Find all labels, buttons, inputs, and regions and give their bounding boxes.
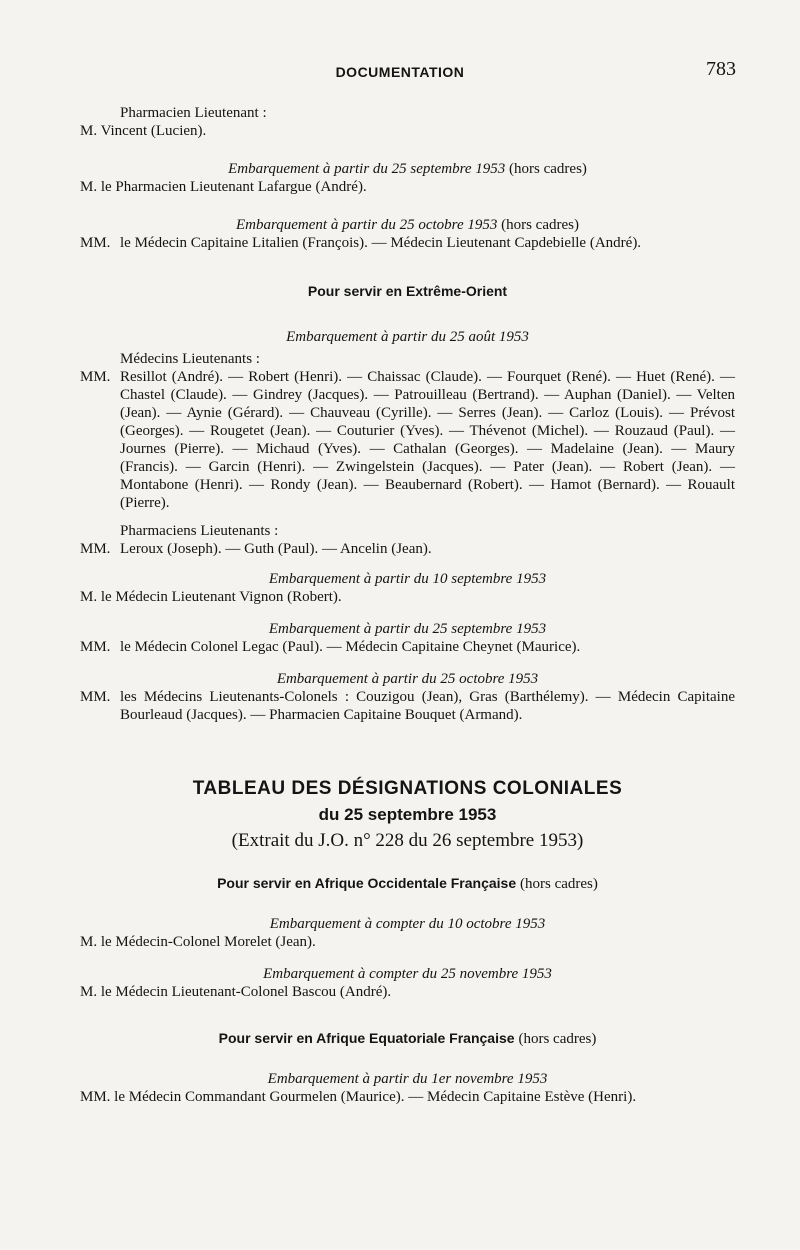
table-extract-note: (Extrait du J.O. n° 228 du 26 septembre 1953) [231, 830, 584, 851]
embarkation-heading: Embarquement à partir du 25 octobre 1953 [276, 671, 539, 687]
entry-lead: MM. [80, 369, 111, 385]
section-title-text: Pour servir en Afrique Equatoriale Française [218, 1030, 515, 1046]
posting-entry [80, 688, 735, 724]
section-title-suffix: (hors cadres) [520, 876, 598, 892]
posting-entry [80, 368, 735, 512]
entry-body: Resillot (André). — Robert (Henri). — Chaissac (Claude). — Fourquet (René). — Huet (René). — Chastel (Claude). — Gindrey (Jacques). — Patrouilleau (Bertrand). — Auphan (Daniel). — Velten (Jean). — Aynie (Gérard). — Chauveau (Cyrille). — Serres (Jean). — Carloz (Louis). — Prévost (Georges). — Rougetet (Jean). — Couturier (Yves). — Thévenot (Michel). — Rouzaud (Paul). — Journes (Pierre). — Michaud (Yves). — Cathalan (Georges). — Madelaine (Jean). — Maury (Francis). — Garcin (Henri). — Zwingelstein (Jacques). — Pater (Jean). — Robert (Jean). — Montabone (Henri). — Rondy (Jean). — Beaubernard (Robert). — Hamot (Bernard). — Rouault (Pierre). [120, 369, 735, 511]
section-title: Pour servir en Extrême-Orient [307, 283, 508, 299]
embarkation-suffix: (hors cadres) [501, 217, 579, 233]
rank-label: Pharmacien Lieutenant : [120, 105, 267, 121]
embarkation-heading [80, 216, 735, 234]
posting-entry [80, 540, 735, 558]
section-title [80, 874, 735, 893]
embarkation-heading: Embarquement à partir du 1er novembre 1953 [267, 1071, 548, 1087]
entry-lead: MM. [80, 639, 111, 655]
embarkation-date: Embarquement à partir du 25 octobre 1953 [235, 217, 498, 233]
section-title-suffix: (hors cadres) [518, 1031, 597, 1047]
section-title-text: Pour servir en Afrique Occidentale Française [217, 875, 517, 891]
section-title [80, 1029, 735, 1048]
embarkation-date: Embarquement à partir du 25 septembre 1953 [228, 161, 506, 177]
rank-label: Pharmaciens Lieutenants : [120, 523, 279, 539]
posting-entry: M. le Médecin Lieutenant-Colonel Bascou (André). [80, 984, 392, 1000]
posting-entry: M. le Médecin-Colonel Morelet (Jean). [80, 934, 316, 950]
posting-entry: MM. le Médecin Commandant Gourmelen (Maurice). — Médecin Capitaine Estève (Henri). [80, 1089, 637, 1105]
table-subtitle: du 25 septembre 1953 [318, 805, 497, 824]
posting-entry [80, 638, 735, 656]
entry-body: Leroux (Joseph). — Guth (Paul). — Ancelin (Jean). [120, 541, 432, 557]
posting-entry [80, 234, 735, 252]
embarkation-heading [80, 160, 735, 178]
entry-body: les Médecins Lieutenants-Colonels : Couzigou (Jean), Gras (Barthélemy). — Médecin Capitaine Bourleaud (Jacques). — Pharmacien Capitaine Bouquet (Armand). [120, 689, 735, 723]
embarkation-heading: Embarquement à partir du 10 septembre 1953 [268, 571, 547, 587]
embarkation-heading: Embarquement à partir du 25 août 1953 [286, 329, 529, 345]
page-content [80, 104, 735, 1106]
entry-lead: MM. [80, 689, 111, 705]
entry-body: le Médecin Capitaine Litalien (François). — Médecin Lieutenant Capdebielle (André). [120, 235, 642, 251]
embarkation-suffix: (hors cadres) [509, 161, 587, 177]
rank-label: Médecins Lieutenants : [120, 351, 260, 367]
page-number: 783 [706, 58, 736, 80]
entry-lead: MM. [80, 235, 111, 251]
embarkation-heading: Embarquement à compter du 25 novembre 1953 [263, 966, 552, 982]
posting-entry: M. Vincent (Lucien). [80, 123, 207, 139]
embarkation-heading: Embarquement à compter du 10 octobre 1953 [269, 916, 546, 932]
entry-body: le Médecin Colonel Legac (Paul). — Médecin Capitaine Cheynet (Maurice). [120, 639, 581, 655]
table-title: TABLEAU DES DÉSIGNATIONS COLONIALES [192, 778, 623, 799]
entry-lead: MM. [80, 541, 111, 557]
embarkation-heading: Embarquement à partir du 25 septembre 1953 [268, 621, 547, 637]
running-head: DOCUMENTATION [335, 64, 465, 80]
posting-entry: M. le Pharmacien Lieutenant Lafargue (André). [80, 179, 367, 195]
posting-entry: M. le Médecin Lieutenant Vignon (Robert). [80, 589, 342, 605]
